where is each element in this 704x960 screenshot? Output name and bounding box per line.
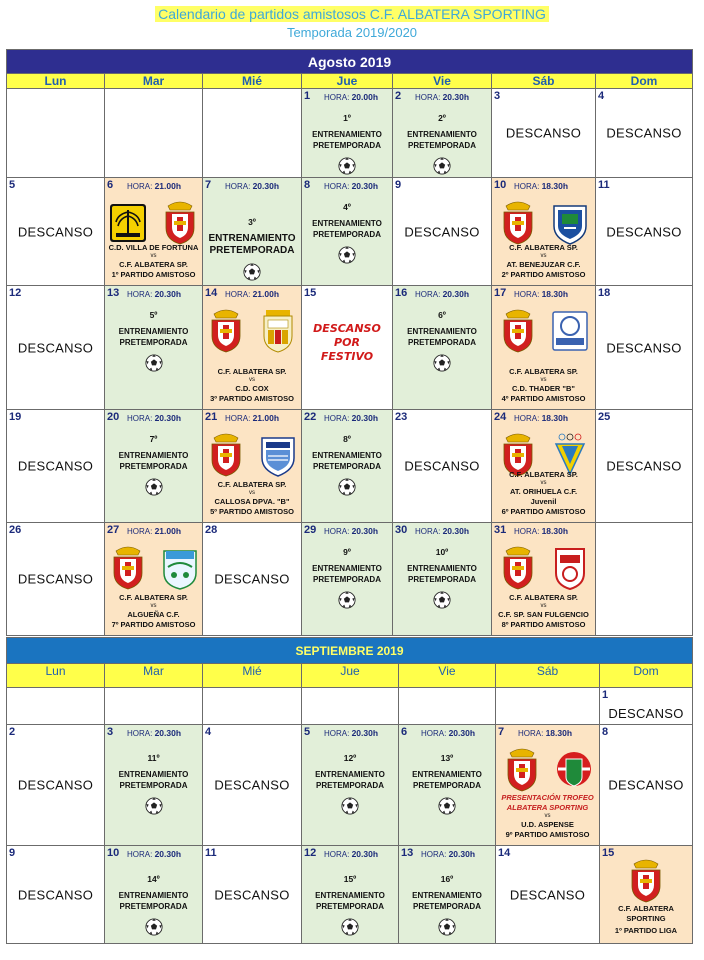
versus-label: vs (540, 377, 547, 383)
weekday-header: Lun (7, 664, 105, 688)
day-cell-match (492, 523, 596, 636)
soccer-ball-icon (145, 478, 163, 496)
session-number: 15º (343, 874, 357, 884)
club-crest-icon (498, 308, 538, 354)
training-block (105, 874, 202, 936)
calendar-september (6, 637, 693, 944)
rest-label: DESCANSO (17, 458, 94, 474)
club-crest-icon (554, 747, 594, 793)
day-cell-match (492, 410, 596, 523)
versus-label: vs (249, 377, 255, 383)
training-label: ENTRENAMIENTO PRETEMPORADA (208, 233, 296, 256)
match-time: HORA: 20.30h (324, 526, 379, 536)
day-number: 22 (304, 411, 317, 423)
rest-label: DESCANSO (404, 224, 480, 239)
club-crest-icon (108, 545, 148, 591)
rest-label: DESCANSO (606, 458, 682, 474)
training-label: ENTRENAMIENTO PRETEMPORADA (412, 770, 482, 790)
month-header-august: Agosto 2019 (7, 50, 693, 74)
day-number: 14 (205, 287, 218, 299)
training-block (302, 753, 398, 815)
training-block (105, 310, 202, 372)
session-number: 2º (438, 113, 446, 123)
training-block (302, 113, 392, 175)
session-number: 12º (343, 753, 357, 763)
session-number: 16º (440, 874, 454, 884)
rest-label: DESCANSO (214, 777, 290, 793)
training-block (393, 113, 491, 175)
day-cell-training (399, 725, 496, 846)
day-cell-rest (393, 410, 492, 523)
match-time: HORA: 20.30h (324, 728, 379, 738)
match-time: HORA: 20.30h (415, 92, 470, 102)
rest-label: DESCANSO (17, 777, 94, 793)
soccer-ball-icon (341, 918, 359, 936)
match-time: HORA: 20.30h (225, 181, 280, 191)
versus-label: vs (544, 813, 551, 819)
empty-day-cell (596, 523, 693, 636)
team-category: Juvenil (530, 497, 557, 506)
away-team: C.F. ALBATERA SP. (119, 260, 188, 269)
weekday-header: Mié (203, 664, 302, 688)
training-label: ENTRENAMIENTO PRETEMPORADA (407, 564, 477, 584)
day-cell-training (393, 89, 492, 178)
day-number: 26 (9, 524, 22, 536)
rest-label: DESCANSO (17, 340, 94, 355)
rest-label: DESCANSO (17, 224, 94, 239)
training-block (302, 202, 392, 264)
day-number: 10 (494, 179, 507, 191)
away-team: C.D. THADER "B" (512, 384, 575, 393)
day-number: 24 (494, 411, 507, 423)
day-cell-rest (600, 688, 693, 725)
soccer-ball-icon (338, 478, 356, 496)
match-time: HORA: 18.30h (514, 526, 569, 536)
day-number: 2 (395, 90, 402, 102)
soccer-ball-icon (338, 591, 356, 609)
day-cell-rest (596, 410, 693, 523)
club-crest-icon (626, 858, 666, 904)
weekday-header: Mar (105, 664, 203, 688)
home-team: C.F. ALBATERA SP. (509, 593, 578, 602)
day-cell-match (105, 523, 203, 636)
club-crest-icon (502, 747, 542, 793)
match-time: HORA: 21.00h (225, 289, 280, 299)
match-time: HORA: 18.30h (514, 181, 569, 191)
session-number: 6º (438, 310, 446, 320)
training-label: ENTRENAMIENTO PRETEMPORADA (118, 327, 189, 347)
empty-day-cell (105, 688, 203, 725)
rest-label: DESCANSO (214, 571, 290, 587)
title-main: Calendario de partidos amistosos C.F. ALBATERA SPORTING (155, 6, 549, 22)
day-number: 11 (598, 179, 610, 191)
match-time: HORA: 20.30h (415, 526, 470, 536)
day-cell-rest (203, 846, 302, 944)
weekday-header: Sáb (492, 74, 596, 89)
title-season: Temporada 2019/2020 (286, 25, 418, 40)
day-cell-league (600, 846, 693, 944)
day-number: 13 (401, 847, 414, 859)
day-number: 12 (304, 847, 317, 859)
day-cell-rest (7, 846, 105, 944)
home-team: C.F. ALBATERA SP. (509, 367, 578, 376)
day-number: 31 (494, 524, 507, 536)
weekday-header: Jue (302, 664, 399, 688)
day-number: 20 (107, 411, 120, 423)
away-team: U.D. ASPENSE (521, 820, 574, 829)
training-label: ENTRENAMIENTO PRETEMPORADA (312, 130, 382, 150)
day-number: 4 (598, 90, 605, 102)
day-cell-rest (596, 286, 693, 410)
day-cell-match (203, 410, 302, 523)
day-number: 18 (598, 287, 611, 299)
home-team: C.F. ALBATERA SP. (217, 480, 287, 489)
rest-label: DESCANSO (608, 777, 684, 793)
day-number: 17 (494, 287, 507, 299)
soccer-ball-icon (433, 591, 451, 609)
day-number: 3 (494, 90, 501, 102)
training-block (393, 310, 491, 372)
soccer-ball-icon (145, 797, 163, 815)
day-number: 15 (304, 287, 317, 299)
day-cell-rest (7, 725, 105, 846)
weekday-header: Sáb (496, 664, 600, 688)
versus-label: vs (150, 253, 157, 259)
match-block (203, 304, 301, 407)
versus-label: vs (150, 603, 157, 609)
day-number: 7 (498, 726, 505, 738)
day-number: 30 (395, 524, 408, 536)
session-number: 9º (343, 547, 351, 557)
away-team: AT. ORIHUELA C.F. (509, 487, 578, 496)
soccer-ball-icon (145, 918, 163, 936)
month-header-september: SEPTIEMBRE 2019 (7, 638, 693, 664)
day-cell-training (105, 846, 203, 944)
day-number: 5 (304, 726, 311, 738)
away-team: CALLOSA DPVA. "B" (214, 497, 290, 506)
friendly-match-label: 8º PARTIDO AMISTOSO (501, 620, 586, 629)
training-block (302, 547, 392, 609)
match-block (492, 304, 595, 407)
day-cell-training (302, 523, 393, 636)
day-number: 10 (107, 847, 120, 859)
day-cell-training (393, 286, 492, 410)
league-block (602, 846, 690, 941)
day-number: 4 (205, 726, 212, 738)
day-cell-holiday (302, 286, 393, 410)
training-block (393, 547, 491, 609)
soccer-ball-icon (243, 263, 261, 281)
training-block (203, 216, 301, 281)
match-time: HORA: 20.30h (127, 849, 182, 859)
empty-day-cell (496, 688, 600, 725)
home-team: C.F. ALBATERA SP. (119, 593, 188, 602)
weekday-header: Vie (399, 664, 496, 688)
day-number: 27 (107, 524, 120, 536)
training-block (302, 874, 398, 936)
day-cell-rest (492, 89, 596, 178)
rest-label: DESCANSO (606, 224, 682, 239)
day-cell-rest (7, 410, 105, 523)
day-number: 2 (9, 726, 16, 738)
day-cell-match (492, 178, 596, 286)
day-number: 28 (205, 524, 218, 536)
soccer-ball-icon (438, 797, 456, 815)
day-cell-training (393, 523, 492, 636)
session-number: 8º (343, 434, 351, 444)
day-number: 1 (304, 90, 311, 102)
day-cell-training (105, 410, 203, 523)
soccer-ball-icon (145, 354, 163, 372)
club-crest-icon (258, 308, 298, 354)
friendly-match-label: 1º PARTIDO AMISTOSO (111, 270, 196, 279)
versus-label: vs (540, 253, 547, 259)
session-number: 11º (147, 753, 160, 763)
match-time: HORA: 20.30h (415, 289, 470, 299)
day-cell-rest (596, 178, 693, 286)
league-match-label: 1º PARTIDO LIGA (614, 926, 678, 935)
session-number: 1º (343, 113, 351, 123)
soccer-ball-icon (341, 797, 359, 815)
rest-label: DESCANSO (509, 887, 586, 902)
away-team: C.D. COX (235, 384, 269, 393)
home-team: C.D. VILLA DE FORTUNA (108, 243, 199, 252)
day-number: 29 (304, 524, 317, 536)
day-number: 25 (598, 411, 611, 423)
club-crest-icon (160, 545, 200, 591)
match-time: HORA: 21.00h (127, 181, 182, 191)
match-time: HORA: 21.00h (127, 526, 182, 536)
club-crest-icon (206, 432, 246, 478)
match-time: HORA: 18.30h (514, 413, 569, 423)
club-crest-icon (550, 545, 590, 591)
club-crest-icon (550, 308, 590, 354)
day-number: 11 (205, 847, 217, 859)
day-cell-rest (496, 846, 600, 944)
day-cell-match (105, 178, 203, 286)
match-block (105, 196, 202, 283)
day-number: 8 (304, 179, 311, 191)
day-number: 6 (107, 179, 114, 191)
day-cell-training (302, 89, 393, 178)
calendar-august (6, 49, 693, 636)
match-time: HORA: 20.30h (421, 728, 476, 738)
home-team: C.F. ALBATERA SP. (509, 470, 578, 479)
session-number: 14º (147, 874, 160, 884)
day-number: 21 (205, 411, 218, 423)
day-cell-rest (393, 178, 492, 286)
club-crest-icon (498, 200, 538, 246)
empty-day-cell (7, 89, 105, 178)
day-number: 1 (602, 689, 609, 701)
day-cell-rest (7, 286, 105, 410)
weekday-header: Mié (203, 74, 302, 89)
training-label: ENTRENAMIENTO PRETEMPORADA (407, 130, 477, 150)
day-number: 19 (9, 411, 22, 423)
training-label: ENTRENAMIENTO PRETEMPORADA (312, 564, 382, 584)
day-cell-training (105, 725, 203, 846)
friendly-match-label: 5º PARTIDO AMISTOSO (210, 507, 294, 516)
match-block (203, 428, 301, 520)
training-block (105, 434, 202, 496)
rest-label: DESCANSO (17, 887, 94, 902)
club-crest-icon (550, 200, 590, 246)
day-cell-training (302, 178, 393, 286)
training-label: ENTRENAMIENTO PRETEMPORADA (312, 451, 382, 471)
day-cell-training (302, 846, 399, 944)
away-team: ALGUEÑA C.F. (127, 610, 180, 619)
empty-day-cell (302, 688, 399, 725)
day-number: 6 (401, 726, 408, 738)
holiday-label: DESCANSO POR FESTIVO (313, 322, 381, 363)
versus-label: vs (540, 480, 547, 486)
friendly-match-label: 7º PARTIDO AMISTOSO (111, 620, 196, 629)
friendly-match-label: 3º PARTIDO AMISTOSO (210, 394, 294, 403)
day-number: 16 (395, 287, 408, 299)
club-name: C.F. ALBATERA SPORTING (618, 904, 674, 923)
day-number: 15 (602, 847, 615, 859)
match-time: HORA: 20.30h (324, 413, 379, 423)
club-crest-icon (258, 432, 298, 478)
session-number: 4º (343, 202, 351, 212)
club-crest-icon (206, 308, 246, 354)
day-number: 9 (395, 179, 402, 191)
match-time: HORA: 18.30h (518, 728, 573, 738)
training-label: ENTRENAMIENTO PRETEMPORADA (118, 770, 189, 790)
versus-label: vs (540, 603, 547, 609)
match-time: HORA: 20.30h (324, 181, 379, 191)
day-cell-rest (600, 725, 693, 846)
day-number: 9 (9, 847, 16, 859)
friendly-match-label: 4º PARTIDO AMISTOSO (501, 394, 586, 403)
session-number: 5º (149, 310, 158, 320)
club-crest-icon (108, 200, 148, 246)
empty-day-cell (203, 89, 302, 178)
soccer-ball-icon (338, 246, 356, 264)
day-cell-match (496, 725, 600, 846)
day-cell-training (203, 178, 302, 286)
training-label: ENTRENAMIENTO PRETEMPORADA (118, 451, 189, 471)
session-number: 7º (149, 434, 158, 444)
day-number: 14 (498, 847, 511, 859)
match-time: HORA: 20.30h (127, 728, 182, 738)
day-cell-rest (7, 178, 105, 286)
empty-day-cell (399, 688, 496, 725)
day-cell-rest (596, 89, 693, 178)
home-team: C.F. ALBATERA SP. (509, 243, 578, 252)
empty-day-cell (105, 89, 203, 178)
friendly-match-label: 9º PARTIDO AMISTOSO (505, 830, 590, 839)
day-number: 12 (9, 287, 22, 299)
match-time: HORA: 20.30h (127, 289, 182, 299)
session-number: 13º (440, 753, 454, 763)
rest-label: DESCANSO (404, 458, 480, 474)
club-crest-icon (160, 200, 200, 246)
club-crest-icon (498, 545, 538, 591)
match-block (492, 541, 595, 633)
away-team: C.F. SP. SAN FULGENCIO (498, 610, 589, 619)
weekday-header: Lun (7, 74, 105, 89)
session-number: 10º (435, 547, 449, 557)
friendly-match-label: 2º PARTIDO AMISTOSO (501, 270, 586, 279)
training-block (302, 434, 392, 496)
weekday-header: Mar (105, 74, 203, 89)
training-label: ENTRENAMIENTO PRETEMPORADA (412, 891, 482, 911)
training-label: ENTRENAMIENTO PRETEMPORADA (118, 891, 189, 911)
calendar-title (0, 6, 704, 40)
match-block (492, 196, 595, 283)
day-cell-training (302, 410, 393, 523)
home-team: C.F. ALBATERA SP. (217, 367, 287, 376)
training-block (399, 753, 495, 815)
day-number: 13 (107, 287, 120, 299)
rest-label: DESCANSO (17, 571, 94, 587)
training-block (399, 874, 495, 936)
event-title: PRESENTACIÓN TROFEO ALBATERA SPORTING (501, 793, 594, 812)
match-time: HORA: 20.30h (324, 849, 379, 859)
day-cell-training (399, 846, 496, 944)
soccer-ball-icon (433, 157, 451, 175)
day-cell-rest (7, 523, 105, 636)
day-cell-rest (203, 523, 302, 636)
soccer-ball-icon (338, 157, 356, 175)
soccer-ball-icon (438, 918, 456, 936)
soccer-ball-icon (433, 354, 451, 372)
day-cell-training (105, 286, 203, 410)
day-cell-match (203, 286, 302, 410)
day-number: 3 (107, 726, 114, 738)
rest-label: DESCANSO (505, 125, 582, 141)
friendly-match-label: 6º PARTIDO AMISTOSO (501, 507, 586, 516)
match-time: HORA: 18.30h (514, 289, 569, 299)
session-number: 3º (248, 217, 256, 227)
weekday-header: Jue (302, 74, 393, 89)
rest-label: DESCANSO (606, 125, 682, 141)
match-block (496, 743, 599, 843)
training-label: ENTRENAMIENTO PRETEMPORADA (315, 891, 385, 911)
match-time: HORA: 20.30h (421, 849, 476, 859)
day-number: 8 (602, 726, 609, 738)
training-label: ENTRENAMIENTO PRETEMPORADA (312, 219, 382, 239)
day-number: 23 (395, 411, 408, 423)
match-time: HORA: 20.00h (324, 92, 379, 102)
match-block (105, 541, 202, 633)
weekday-header: Dom (596, 74, 693, 89)
training-label: ENTRENAMIENTO PRETEMPORADA (407, 327, 477, 347)
rest-label: DESCANSO (606, 340, 682, 355)
weekday-header: Vie (393, 74, 492, 89)
away-team: AT. BENEJUZAR C.F. (506, 260, 581, 269)
day-number: 7 (205, 179, 212, 191)
day-number: 5 (9, 179, 16, 191)
empty-day-cell (203, 688, 302, 725)
empty-day-cell (7, 688, 105, 725)
training-block (105, 753, 202, 815)
day-cell-training (302, 725, 399, 846)
match-time: HORA: 20.30h (127, 413, 182, 423)
training-label: ENTRENAMIENTO PRETEMPORADA (315, 770, 385, 790)
day-cell-match (492, 286, 596, 410)
match-time: HORA: 21.00h (225, 413, 280, 423)
match-block (492, 428, 595, 520)
rest-label: DESCANSO (608, 706, 684, 721)
weekday-header: Dom (600, 664, 693, 688)
rest-label: DESCANSO (214, 887, 290, 902)
versus-label: vs (249, 490, 255, 496)
day-cell-rest (203, 725, 302, 846)
